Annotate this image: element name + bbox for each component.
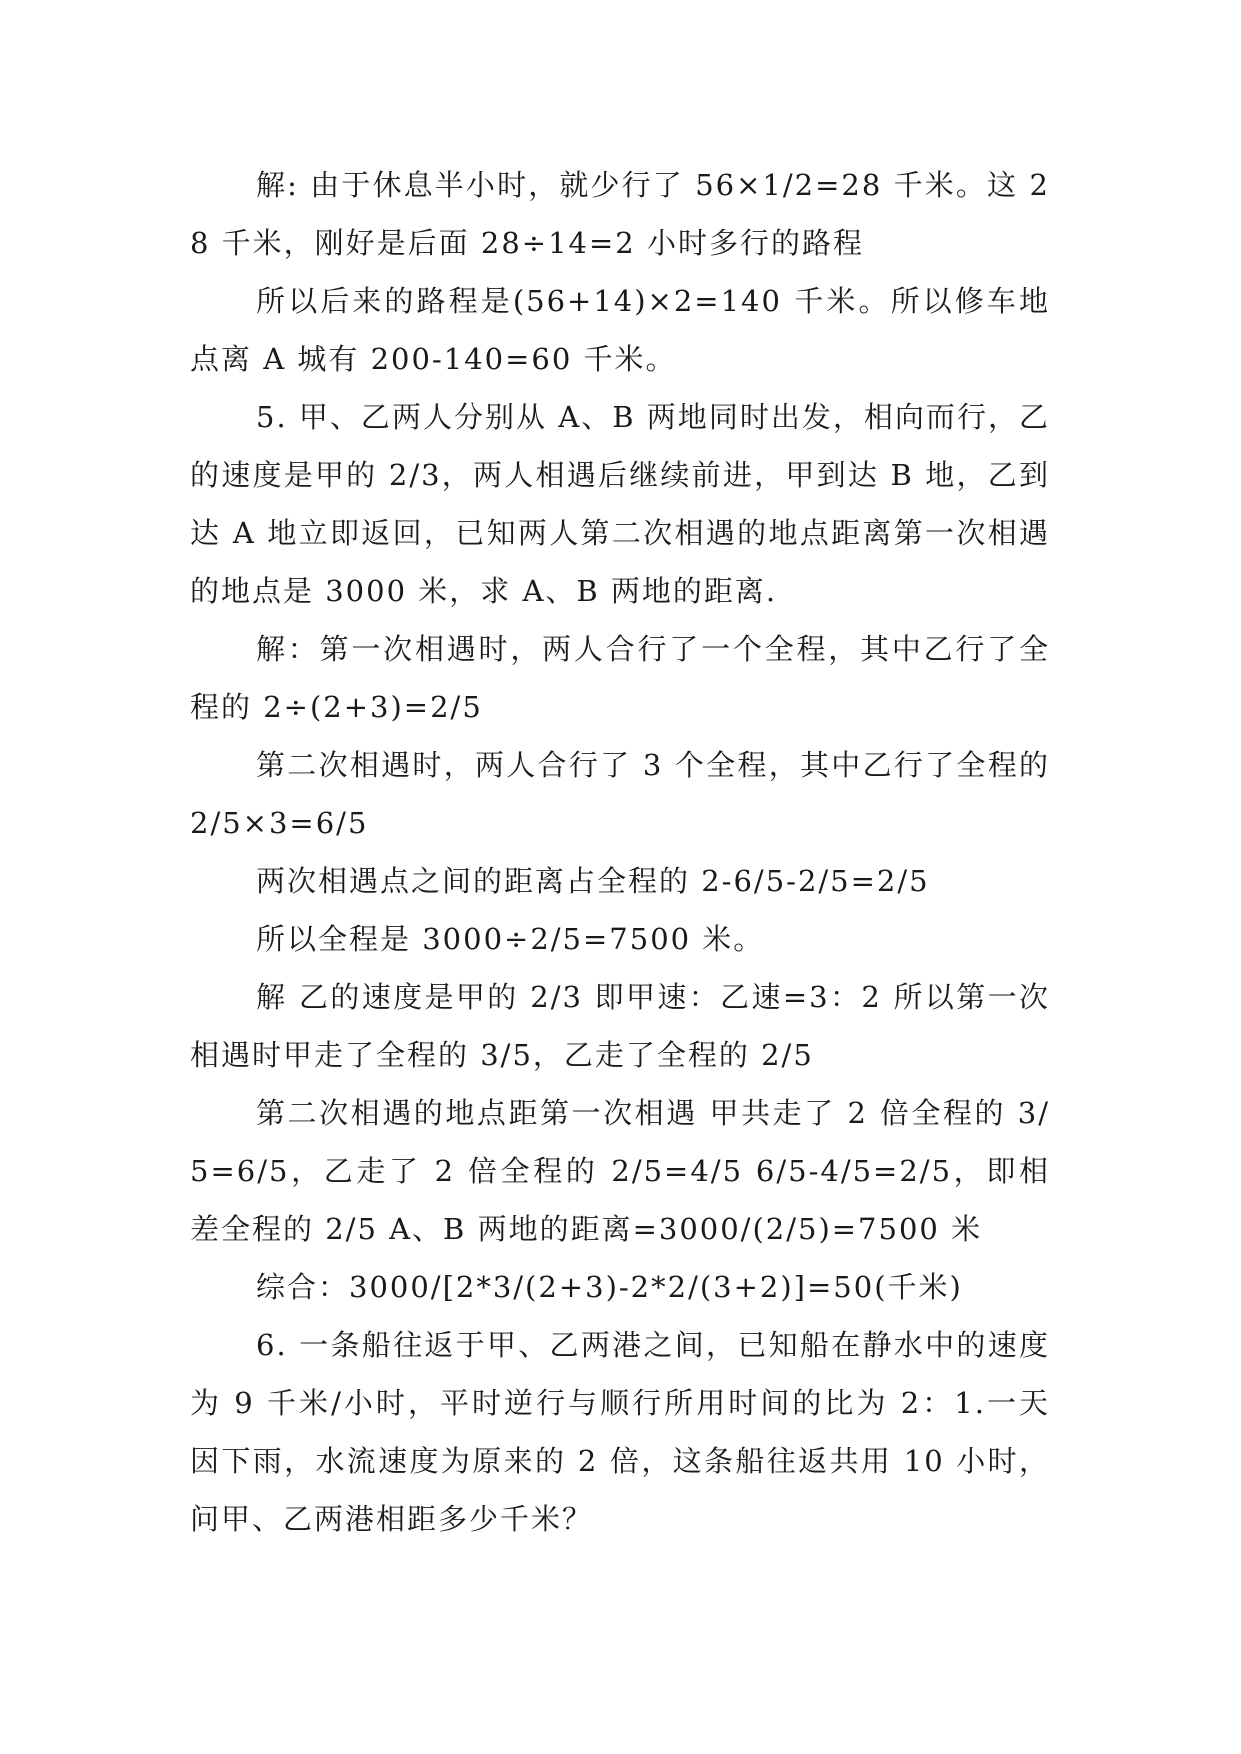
paragraph-solution-rest-break: 解: 由于休息半小时，就少行了 56×1/2=28 千米。这 28 千米，刚好是后面 28÷14=2 小时多行的路程	[190, 168, 1050, 260]
paragraph-repair-location: 所以后来的路程是(56+14)×2=140 千米。所以修车地点离 A 城有 200-140=60 千米。	[190, 284, 1050, 376]
paragraph-alt-solution-detail: 第二次相遇的地点距第一次相遇 甲共走了 2 倍全程的 3/5=6/5，乙走了 2 倍全程的 2/5=4/5 6/5-4/5=2/5，即相差全程的 2/5 A、B 两地的距离=3000/(2/5)=7500 米	[190, 1096, 1050, 1246]
paragraph-alt-solution: 解 乙的速度是甲的 2/3 即甲速：乙速=3：2 所以第一次相遇时甲走了全程的 3/5，乙走了全程的 2/5	[190, 980, 1050, 1072]
paragraph-problem-5: 5. 甲、乙两人分别从 A、B 两地同时出发，相向而行，乙的速度是甲的 2/3，两人相遇后继续前进，甲到达 B 地，乙到达 A 地立即返回，已知两人第二次相遇的地点距离第一次相遇的地点是 3000 米，求 A、B 两地的距离.	[190, 400, 1050, 608]
paragraph-first-meeting: 解：第一次相遇时，两人合行了一个全程，其中乙行了全程的 2÷(2+3)=2/5	[190, 632, 1050, 724]
paragraph-problem-6: 6. 一条船往返于甲、乙两港之间，已知船在静水中的速度为 9 千米/小时，平时逆行与顺行所用时间的比为 2：1.一天因下雨，水流速度为原来的 2 倍，这条船往返共用 10 小时，问甲、乙两港相距多少千米？	[190, 1328, 1050, 1536]
paragraph-second-meeting: 第二次相遇时，两人合行了 3 个全程，其中乙行了全程的 2/5×3=6/5	[190, 748, 1050, 840]
paragraph-distance-between-meetings: 两次相遇点之间的距离占全程的 2-6/5-2/5=2/5	[256, 864, 930, 898]
paragraph-combined-formula: 综合：3000/[2*3/(2+3)-2*2/(3+2)]=50(千米)	[256, 1270, 963, 1304]
paragraph-total-distance: 所以全程是 3000÷2/5=7500 米。	[256, 922, 765, 956]
document-body	[190, 156, 1050, 1548]
